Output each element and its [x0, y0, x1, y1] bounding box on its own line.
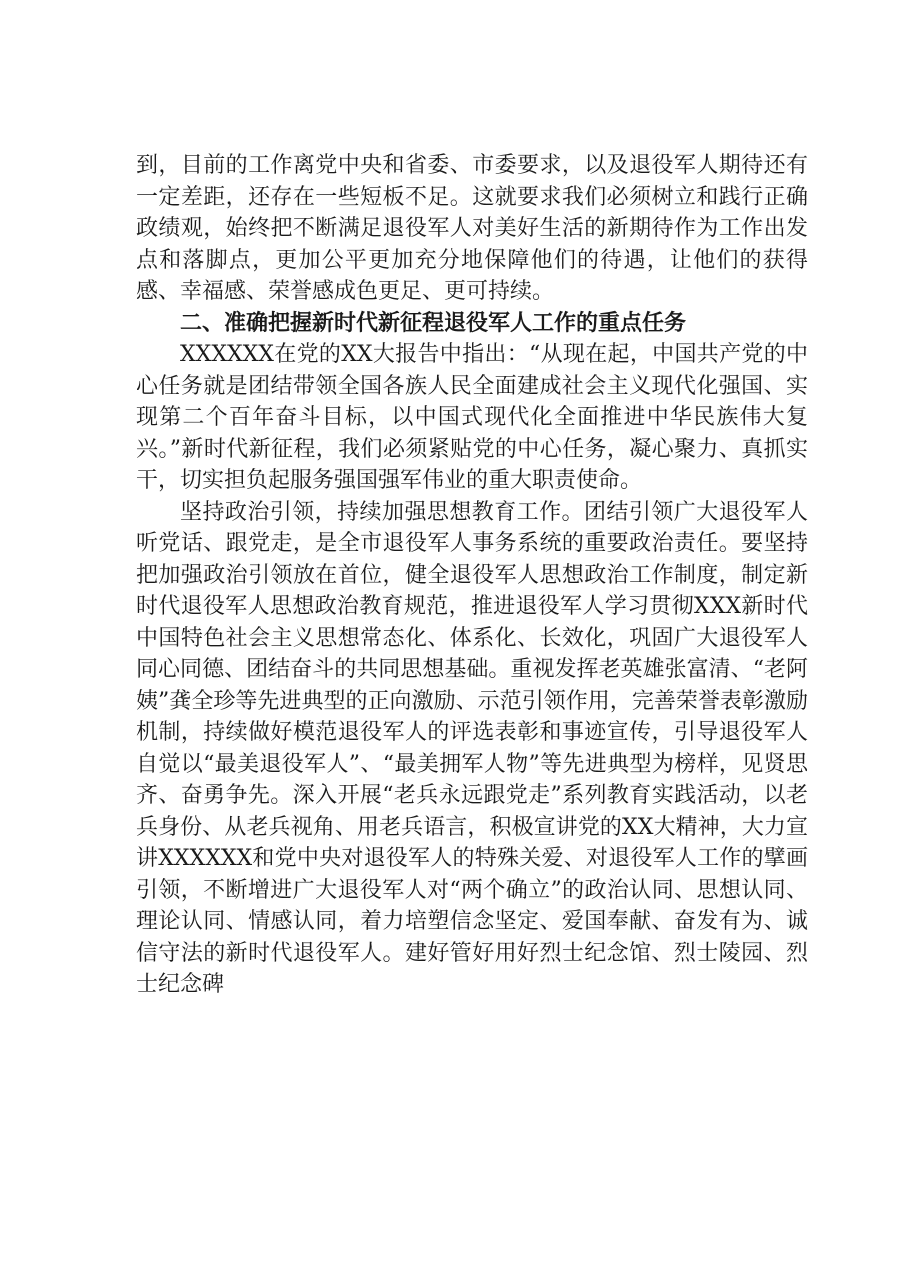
- document-body: [136, 150, 808, 1001]
- section-heading: 二、准确把握新时代新征程退役军人工作的重点任务: [180, 309, 687, 336]
- paragraph-intro-continuation: 到，目前的工作离党中央和省委、市委要求，以及退役军人期待还有一定差距，还存在一些短板不足。这就要求我们必须树立和践行正确政绩观，始终把不断满足退役军人对美好生活的新期待作为工作出发点和落脚点，更加公平更加充分地保障他们的待遇，让他们的获得感、幸福感、荣誉感成色更足、更可持续。: [136, 153, 808, 304]
- paragraph-central-task: XXXXXX在党的XX大报告中指出：“从现在起，中国共产党的中心任务就是团结带领全国各族人民全面建成社会主义现代化强国、实现第二个百年奋斗目标，以中国式现代化全面推进中华民族伟大复兴。”新时代新征程，我们必须紧贴党的中心任务，凝心聚力、真抓实干，切实担负起服务强国强军伟业的重大职责使命。: [136, 342, 808, 493]
- paragraph-political-guidance: 坚持政治引领，持续加强思想教育工作。团结引领广大退役军人听党话、跟党走，是全市退役军人事务系统的重要政治责任。要坚持把加强政治引领放在首位，健全退役军人思想政治工作制度，制定新时代退役军人思想政治教育规范，推进退役军人学习贯彻XXX新时代中国特色社会主义思想常态化、体系化、长效化，巩固广大退役军人同心同德、团结奋斗的共同思想基础。重视发挥老英雄张富清、“老阿姨”龚全珍等先进典型的正向激励、示范引领作用，完善荣誉表彰激励机制，持续做好模范退役军人的评选表彰和事迹宣传，引导退役军人自觉以“最美退役军人”、“最美拥军人物”等先进典型为榜样，见贤思齐、奋勇争先。深入开展“老兵永远跟党走”系列教育实践活动，以老兵身份、从老兵视角、用老兵语言，积极宣讲党的XX大精神，大力宣讲XXXXXX和党中央对退役军人的特殊关爱、对退役军人工作的擘画引领，不断增进广大退役军人对“两个确立”的政治认同、思想认同、理论认同、情感认同，着力培塑信念坚定、爱国奉献、奋发有为、诚信守法的新时代退役军人。建好管好用好烈士纪念馆、烈士陵园、烈士纪念碑: [136, 499, 808, 997]
